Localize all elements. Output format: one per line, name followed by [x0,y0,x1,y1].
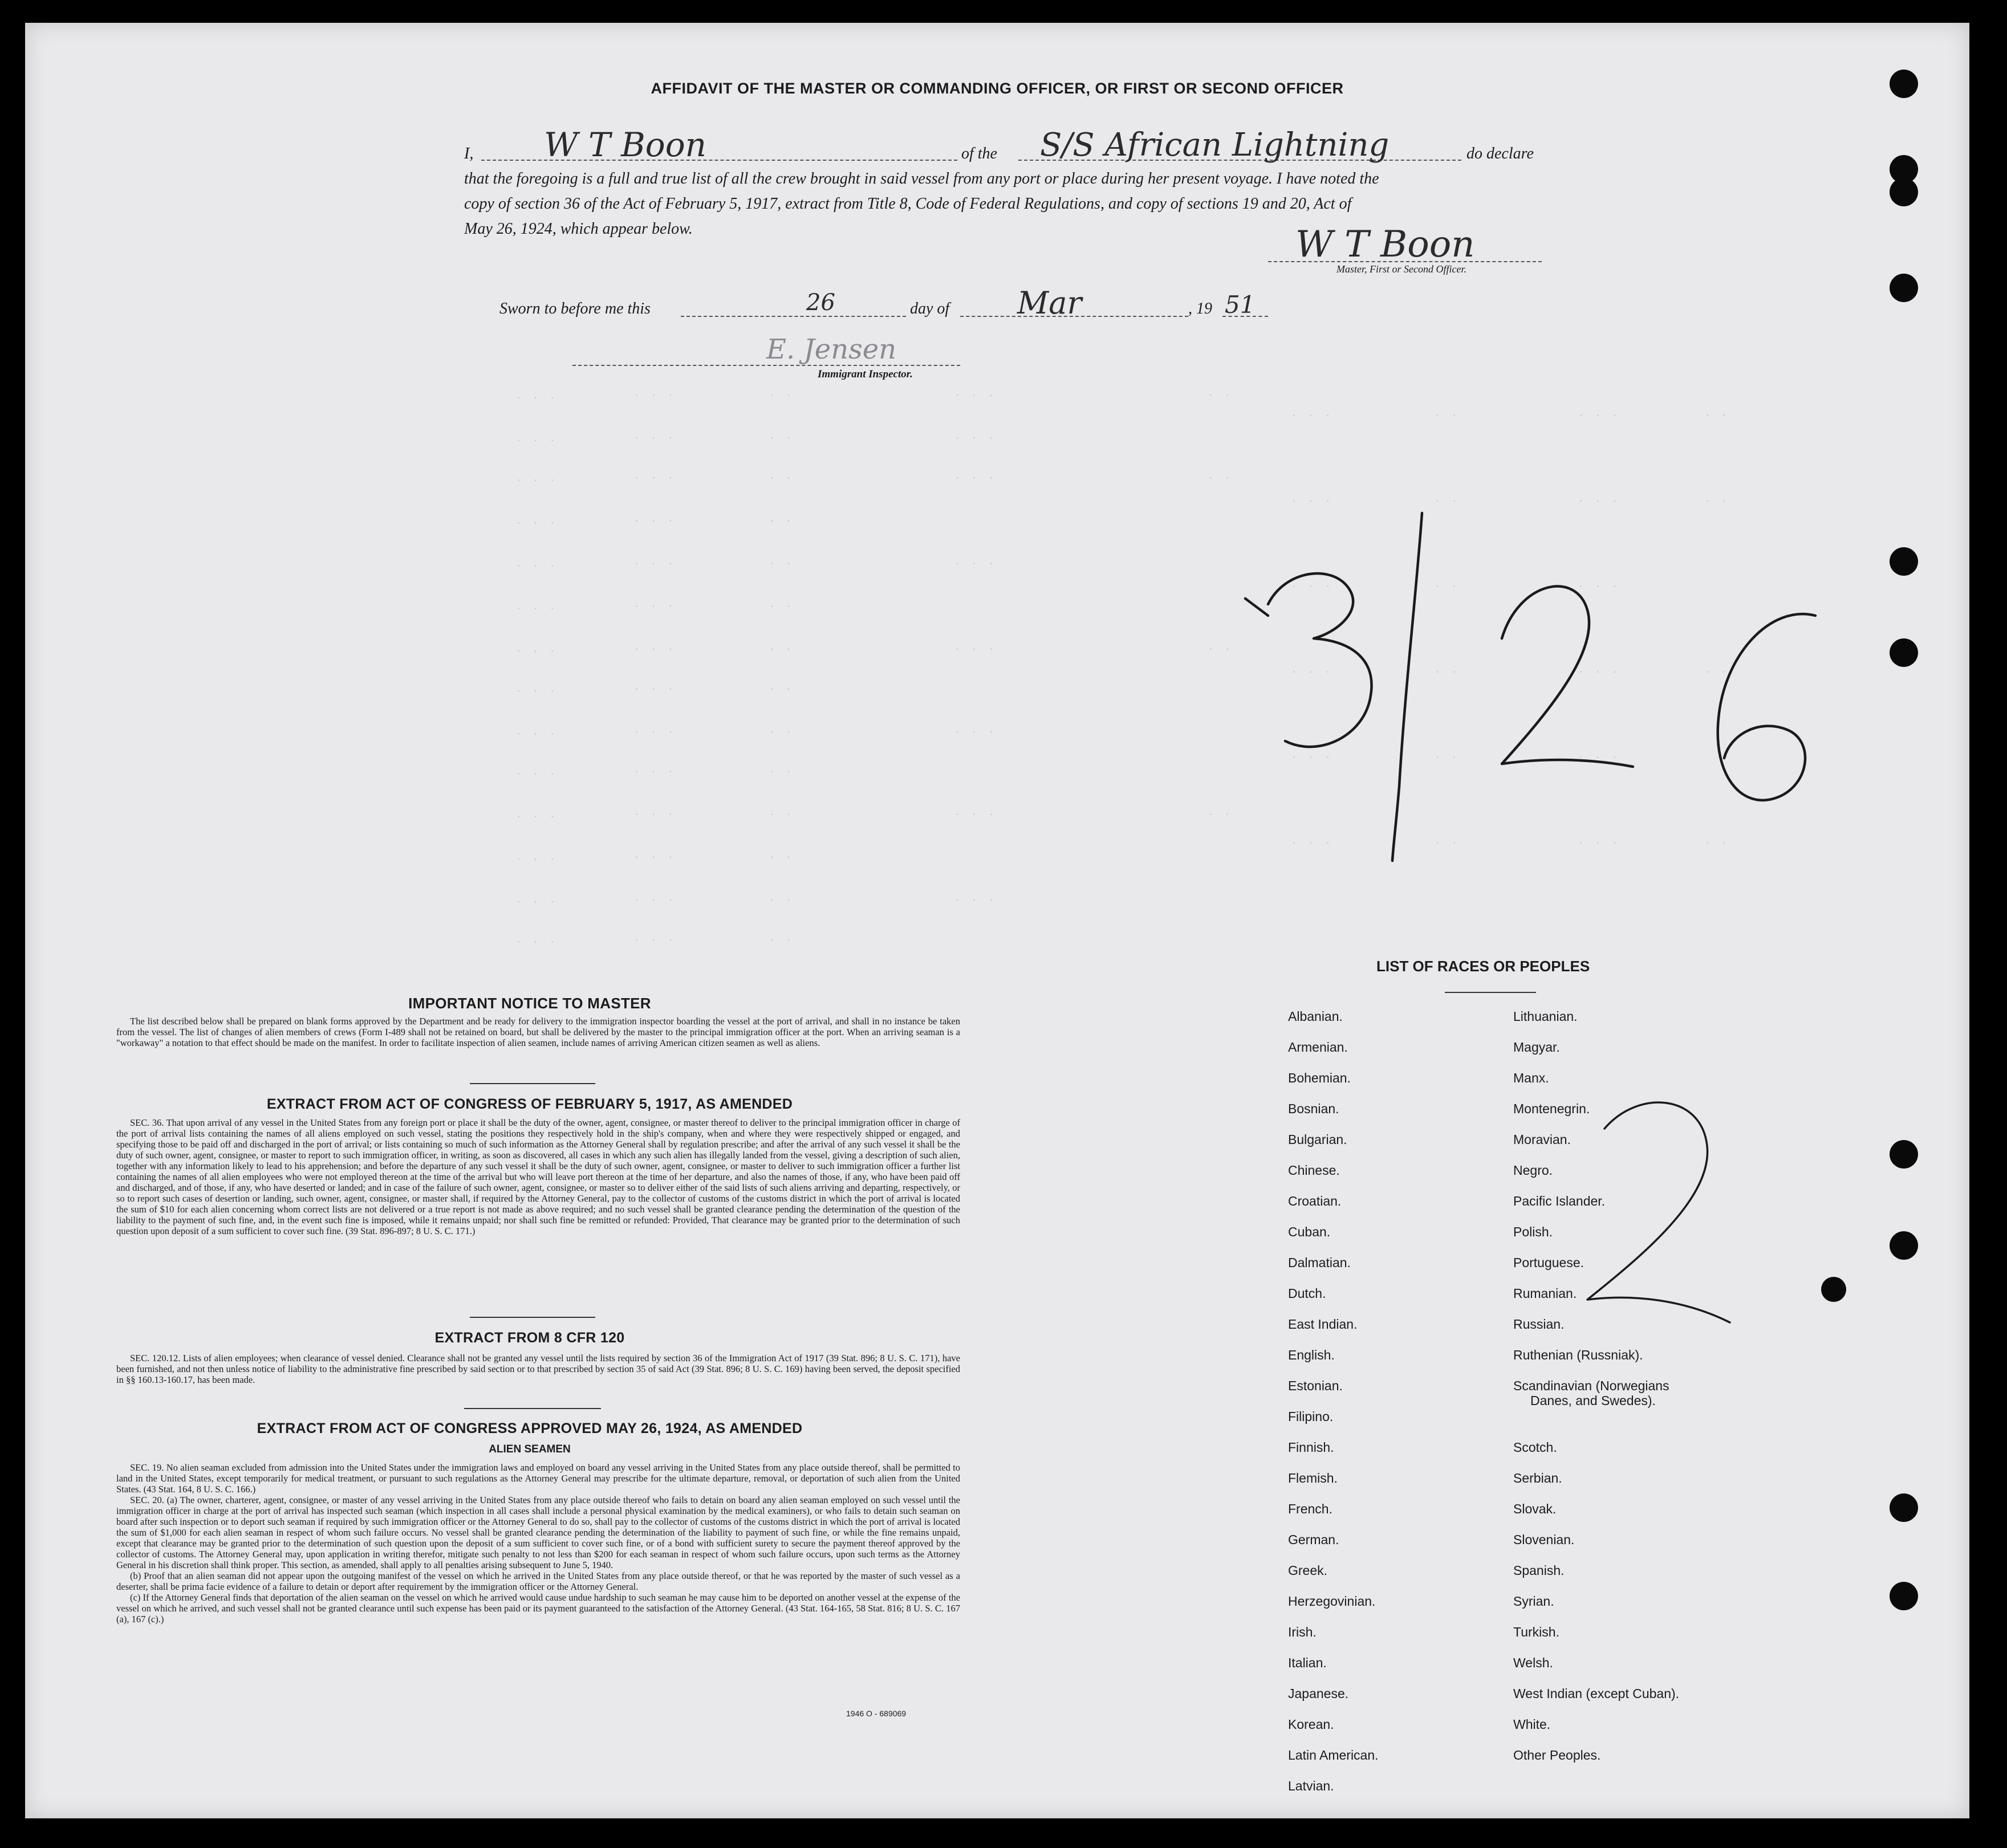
sworn-day-line [681,316,906,317]
race-item: Portuguese. [1513,1255,1585,1270]
number-annotation-handwritten [1559,1083,1753,1357]
race-item: White. [1513,1717,1551,1732]
race-item: Chinese. [1288,1163,1340,1178]
race-item: Armenian. [1288,1040,1348,1055]
punch-hole [1890,547,1918,576]
extract-1917-text: That upon arrival of any vessel in the United States from any foreign port or place it shall be the duty of the owner, agent, consignee, or master thereof to deliver to the principal immigration officer in charge of the port of arrival lists containing the names of all aliens employed on such vessel, stating the positions they respectively hold in the ship's company, when and where they were respectively shipped or engaged, and specifying those to be paid off and discharged in the port of arrival; or lists containing so much of such information as the Attorney General shall by regulation prescribe; and after the arrival of any such vessel it shall be the duty of such owner, agent, consignee, or master to report to such immigration officer, in writing, as soon as discovered, all cases in which any such alien has illegally landed from the vessel, giving a description of such alien, together with any information likely to lead to his apprehension; and before the departure of any such vessel it shall be the duty of such owner, agent, consignee, or master to deliver to such immigration officer a further list containing the names of all alien employees who were not employed thereon at the time of the arrival but who will leave port thereon at the time of her departure, and also the names of those, if any, who have been paid off and discharged, and of those, if any, who have deserted or landed; and in case of the failure of such owner, agent, consignee, or master so to deliver either of the said lists of such aliens arriving and departing, respectively, or so to report such cases of desertion or landing, such owner, agent, consignee, or master shall, if required by the Attorney General, pay to the collector of customs of the customs district in which the port of arrival is located the sum of $10 for each alien concerning whom correct lists are not delivered or a true report is not made as above required; and no such vessel shall be granted clearance pending the determination of the question of the liability to the payment of such fine, and, in the event such fine is imposed, while it remains unpaid; nor shall such fine be remitted or refunded: Provided, That clearance may be granted prior to the determination of such question upon deposit of a sum sufficient to cover such fine. (39 Stat. 896-897; 8 U. S. C. 171.) [116,1117,961,1236]
divider-3 [464,1408,601,1409]
sec-20b-text: (b) Proof that an alien seaman did not appear upon the outgoing manifest of the vessel on which he arrived in the United States from any place outside thereof, or that he was reported by the master of such vessel as a deserter, shall be prima facie evidence of a failure to detain or deport after requirement by the immigration officer or the Attorney General. [116,1570,960,1592]
extract-cfr-text: Lists of alien employees; when clearance of vessel denied. Clearance shall not be granted any vessel until the lists required by section 36 of the Immigration Act of 1917 (39 Stat. 896; 8 U. S. C. 171), have been furnished, and not then unless notice of liability to the administrative fine prescribed by said section or to that prescribed by section 35 of said Act (39 Stat. 896; 8 U. S. C. 169) having been served, the deposit specified in §§ 160.13-160.17, has been made. [116,1353,961,1385]
race-item: Ruthenian (Russniak). [1513,1348,1643,1362]
race-item: Bosnian. [1288,1101,1339,1116]
race-item: Other Peoples. [1513,1748,1601,1762]
race-item: Dalmatian. [1288,1255,1351,1270]
race-item: Magyar. [1513,1040,1560,1055]
punch-hole [1890,638,1918,667]
race-item: Danes, and Swedes). [1530,1393,1656,1408]
master-name-handwritten: W T Boon [544,125,706,164]
race-item: West Indian (except Cuban). [1513,1686,1680,1701]
sworn-year-handwritten: 51 [1225,291,1256,319]
affidavit-line4: May 26, 1924, which appear below. [464,220,693,238]
race-item: Pacific Islander. [1513,1194,1606,1208]
inspector-caption: Immigrant Inspector. [818,368,913,380]
affidavit-line1-prefix: I, [464,145,474,162]
extract-1917-title: EXTRACT FROM ACT OF CONGRESS OF FEBRUARY 5, 1917, AS AMENDED [266,1096,793,1112]
race-item: Russian. [1513,1317,1565,1332]
inspector-line [572,365,960,366]
race-item: East Indian. [1288,1317,1358,1332]
race-item: Slovak. [1513,1501,1557,1516]
punch-hole [1890,274,1918,302]
punch-hole [1890,1582,1918,1610]
affidavit-line1-mid: of the [961,145,997,162]
sec-19-text: No alien seaman excluded from admission into the United States under the immigration laws and employed on board any vessel arriving in the United States from any place outside thereof, shall be permitted to land in the United States, except temporarily for medical treatment, or pursuant to such regulations as the Attorney General may prescribe for the ultimate departure, removal, or deportation of such alien from the United States. (43 Stat. 164, 8 U. S. C. 166.) [116,1462,961,1495]
extract-cfr-body [116,1353,960,1385]
race-item: Dutch. [1288,1286,1326,1301]
sworn-year-prefix: , 19 [1188,300,1212,318]
race-item: English. [1288,1348,1335,1362]
notice-body [116,1016,960,1048]
races-divider [1445,992,1536,993]
extract-cfr-title: EXTRACT FROM 8 CFR 120 [434,1330,625,1346]
race-item: Scandinavian (Norwegians [1513,1378,1669,1393]
affidavit-title: AFFIDAVIT OF THE MASTER OR COMMANDING OFFICER, OR FIRST OR SECOND OFFICER [651,80,1344,97]
sec-20c-text: (c) If the Attorney General finds that deportation of the alien seaman on the vessel on which he arrived would cause undue hardship to such seaman he may cause him to be deported on another vessel at the expense of the vessel on which he arrived, and such vessel shall not be granted clearance until such expense has been paid or its payment guaranteed to the satisfaction of the Attorney General. (43 Stat. 164-165, 58 Stat. 816; 8 U. S. C. 167 (a), 167 (c).) [116,1592,960,1625]
race-item: Finnish. [1288,1440,1334,1455]
punch-hole [1890,70,1918,98]
punch-hole [1890,1493,1918,1522]
inspector-signature-handwritten: E. Jensen [766,333,897,365]
race-item: Irish. [1288,1625,1317,1639]
race-item: Albanian. [1288,1009,1343,1024]
date-annotation-text: 3/26 [1234,490,1235,491]
race-item: German. [1288,1532,1339,1547]
sworn-prefix: Sworn to before me this [499,300,651,318]
race-item: Bulgarian. [1288,1132,1347,1147]
signature-line [1268,261,1542,262]
extract-1924-body [116,1462,960,1625]
divider-1 [470,1083,595,1084]
race-item: Turkish. [1513,1625,1559,1639]
document-page: . . . · · · · · · · · · · . . . · · · · · · · · . . . · · · · · · · · · · . . . · · · · · . . . · · · · · · · · . . . · · · · · . . . · · · · · · · · · · . . . · · · · · . . . · · · · · · · · . . . · · · · · . . . · · · · · · · · · · . . . · · · · · . . . · · · · · · · · . . . · · · · · · · · · · · · · · · · · · · · · · · · · · · · · · · · · · · · · · · · · · · · · · · · · · · · · · · · · · · · · AFFIDAVIT OF THE MASTER OR COMMANDING OFFICER, OR FIRST OR SECOND OFFICER I, W T Boon of the S/S African Lightning do declare that the foregoing is a full and true list of all the crew brought in said vessel from any port or place during her present voyage. I have noted the copy of section 36 of the Act of February 5, 1917, extract from Title 8, Code of Federal Regulations, and copy of sections 19 and 20, Act of May 26, 1924, which appear below. W T Boon Master, First or Second Officer. Sworn to before me this 26 day of Mar , 19 51 E. Jensen Immigrant Inspector. 3/26 2 IMPORTANT NOTICE TO MASTER The list described below shall be prepared on blank forms approved by the Department and be ready for delivery to the immigration inspector boarding the vessel at the port of arrival, and shall in no instance be taken from the vessel. The list of changes of alien members of crews (Form I-489 shall not be retained on board, but shall be delivered by the master to the principal immigration officer at the port. When an arriving seaman is a "workaway" a notation to that effect should be made on the manifest. In order to facilitate inspection of alien seamen, include names of arriving American citizen seamen as well as aliens. EXTRACT FROM ACT OF CONGRESS OF FEBRUARY 5, 1917, AS AMENDED SEC. 36. That upon arrival of any vessel in the United States from any foreign port or place it shall be the duty of the owner, agent, consignee, or master thereof to deliver to the principal immigration officer in charge of the port of arrival lists containing the names of all aliens employed on such vessel, stating the positions they respectively hold in the ship's company, when and where they were respectively shipped or engaged, and specifying those to be paid off and discharged in the port of arrival; or lists containing so much of such information as the Attorney General shall by regulation prescribe; and after the arrival of any such vessel it shall be the duty of such owner, agent, consignee, or master to report to such immigration officer, in writing, as soon as discovered, all cases in which any such alien has illegally landed from the vessel, giving a description of such alien, together with any information likely to lead to his apprehension; and before the departure of any such vessel it shall be the duty of such owner, agent, consignee, or master to deliver to such immigration officer a further list containing the names of all alien employees who were not employed thereon at the time of the arrival but who will leave port thereon at the time of her departure, and also the names of those, if any, who have been paid off and discharged, and of those, if any, who have deserted or landed; and in case of the failure of such owner, agent, consignee, or master so to deliver either of the said lists of such aliens arriving and departing, respectively, or so to report such cases of desertion or landing, such owner, agent, consignee, or master shall, if required by the Attorney General, pay to the collector of customs of the customs district in which the port of arrival is located the sum of $10 for each alien concerning whom correct lists are not delivered or a true report is not made as above required; and no such vessel shall be granted clearance pending the determination of the question of the liability to the payment of such fine, and, in the event such fine is imposed, while it remains unpaid; nor shall such fine be remitted or refunded: Provided, That clearance may be granted prior to the determination of such question upon deposit of a sum sufficient to cover such fine. (39 Stat. 896-897; 8 U. S. C. 171.) EXTRACT FROM 8 CFR 120 SEC. 120.12. Lists of alien employees; when clearance of vessel denied. Clearance shall not be granted any vessel until the lists required by section 36 of the Immigration Act of 1917 (39 Stat. 896; 8 U. S. C. 171), have been furnished, and not then unless notice of liability to the administrative fine prescribed by said section or to that prescribed by section 35 of said Act (39 Stat. 896; 8 U. S. C. 169) having been served, the deposit specified in §§ 160.13-160.17, has been made. EXTRACT FROM ACT OF CONGRESS APPROVED MAY 26, 1924, AS AMENDED ALIEN SEAMEN SEC. 19. No alien seaman excluded from admission into the United States under the immigration laws and employed on board any vessel arriving in the United States from any place outside thereof, shall be permitted to land in the United States, except temporarily for medical treatment, or pursuant to such regulations as the Attorney General may prescribe for the ultimate departure, removal, or deportation of such alien from the United States. (43 Stat. 164, 8 U. S. C. 166.) SEC. 20. (a) The owner, charterer, agent, consignee, or master of any vessel arriving in the United States from any place outside thereof who fails to detain on board any alien seaman employed on such vessel until the immigration officer in charge at the port of arrival has inspected such seaman (which inspection in all cases shall include a personal physical examination by the medical examiners), or who fails to detain such seaman on board after such inspection or to deport such seaman if required by such immigration officer or the Attorney General to do so, shall pay to the collector of customs of the customs district in which the port of arrival is located the sum of $1,000 for each alien seaman in respect of whom such failure occurs. No vessel shall be granted clearance pending the determination of the liability to payment of such fine, or while the fine remains unpaid, except that clearance may be granted prior to the determination of such question upon the deposit of a sum sufficient to cover such fine, or of a bond with sufficient surety to secure the payment thereof approved by the collector of customs. The Attorney General may, upon application in writing therefor, mitigate such penalty to not less than $200 for each seaman in respect of whom such failure occurs, upon such terms as the Attorney General in his discretion shall think proper. This section, as amended, shall apply to all penalties arising subsequent to June 5, 1940. (b) Proof that an alien seaman did not appear upon the outgoing manifest of the vessel on which he arrived in the United States from any place outside thereof, or that he was reported by the master of such vessel as a deserter, shall be prima facie evidence of a failure to detain or deport after requirement by the immigration officer or the Attorney General. (c) If the Attorney General finds that deportation of the alien seaman on the vessel on which he arrived would cause undue hardship to such seaman he may cause him to be deported on another vessel at the expense of the vessel on which he arrived, and such vessel shall not be granted clearance until such expense has been paid or its payment guaranteed to the satisfaction of the Attorney General. (43 Stat. 164-165, 58 Stat. 816; 8 U. S. C. 167 (a), 167 (c).) 1946 O - 689069 LIST OF RACES OR PEOPLES Albanian. Armenian. Bohemian. Bosnian. Bulgarian. Chinese. Croatian. Cuban. Dalmatian. Dutch. East Indian. English. Estonian. Filipino. Finnish. Flemish. French. German. Greek. Herzegovinian. Irish. Italian. Japanese. Korean. Latin American. Latvian. Lithuanian. Magyar. Manx. Montenegrin. Moravian. Negro. Pacific Islander. Polish. Portuguese. Rumanian. Russian. Ruthenian (Russniak). Scandinavian (Norwegians Danes, and Swedes). Scotch. Serbian. Slovak. Slovenian. Spanish. Syrian. Turkish. Welsh. West Indian (except Cuban). White. Other Peoples. [25,23,1969,1818]
sworn-month-handwritten: Mar [1017,285,1082,321]
punch-hole [1821,1277,1846,1302]
race-item: Serbian. [1513,1471,1562,1485]
punch-hole [1890,1140,1918,1169]
race-item: Welsh. [1513,1655,1553,1670]
race-item: Lithuanian. [1513,1009,1578,1024]
race-item: Croatian. [1288,1194,1342,1208]
signature-caption: Master, First or Second Officer. [1336,263,1466,275]
extract-1924-title: EXTRACT FROM ACT OF CONGRESS APPROVED MAY 26, 1924, AS AMENDED [257,1420,803,1436]
race-item: Polish. [1513,1224,1553,1239]
race-item: Montenegrin. [1513,1101,1590,1116]
sec-20a-text: (a) The owner, charterer, agent, consignee, or master of any vessel arriving in the United States from any place outside thereof who fails to detain on board any alien seaman employed on such vessel until the immigration officer in charge at the port of arrival has inspected such seaman (which inspection in all cases shall include a personal physical examination by the medical examiners), or who fails to detain such seaman on board after such inspection or to deport such seaman if required by such immigration officer or the Attorney General to do so, shall pay to the collector of customs of the customs district in which the port of arrival is located the sum of $1,000 for each alien seaman in respect of whom such failure occurs. No vessel shall be granted clearance pending the determination of the liability to payment of such fine, or while the fine remains unpaid, except that clearance may be granted prior to the determination of such question upon the deposit of a sum sufficient to cover such fine, or of a bond with sufficient surety to secure the payment thereof approved by the collector of customs. The Attorney General may, upon application in writing therefor, mitigate such penalty to not less than $200 for each seaman in respect of whom such failure occurs, upon such terms as the Attorney General in his discretion shall think proper. This section, as amended, shall apply to all penalties arising subsequent to June 5, 1940. [116,1495,961,1570]
sec-19-label: SEC. 19. [130,1462,164,1473]
date-digit-2 [1502,587,1633,767]
date-slash [1392,513,1422,861]
race-item: Scotch. [1513,1440,1557,1455]
race-item: Manx. [1513,1070,1549,1085]
affidavit-line3: copy of section 36 of the Act of February 5, 1917, extract from Title 8, Code of Federal Regulations, and copy of sections 19 and 20, Act of [464,195,1352,213]
date-annotation-handwritten [1234,490,1890,901]
race-item: Negro. [1513,1163,1553,1178]
races-title: LIST OF RACES OR PEOPLES [1376,958,1590,975]
date-tick [1245,599,1268,616]
vessel-name-handwritten: S/S African Lightning [1040,127,1390,164]
race-item: Japanese. [1288,1686,1349,1701]
race-item: Cuban. [1288,1224,1331,1239]
race-item: Greek. [1288,1563,1328,1578]
notice-title: IMPORTANT NOTICE TO MASTER [408,995,651,1012]
extract-1917-sec-label: SEC. 36. [130,1117,164,1128]
race-item: Latvian. [1288,1778,1334,1793]
date-digit-6 [1718,614,1815,800]
punch-hole [1890,178,1918,206]
race-item: Filipino. [1288,1409,1334,1424]
print-code: 1946 O - 689069 [846,1709,907,1718]
affidavit-line2: that the foregoing is a full and true list of all the crew brought in said vessel from any port or place during her present voyage. I have noted the [464,170,1379,188]
race-item: Moravian. [1513,1132,1571,1147]
race-item: Rumanian. [1513,1286,1577,1301]
notice-body-text: The list described below shall be prepared on blank forms approved by the Department and be ready for delivery to the immigration inspector boarding the vessel at the port of arrival, and shall in no instance be taken from the vessel. The list of changes of alien members of crews (Form I-489 shall not be retained on board, but shall be delivered by the master to the principal immigration officer at the port. When an arriving seaman is a "workaway" a notation to that effect should be made on the manifest. In order to facilitate inspection of alien seamen, include names of arriving American citizen seamen as well as aliens. [116,1016,960,1048]
race-item: Syrian. [1513,1594,1554,1609]
extract-1917-body [116,1117,960,1236]
master-signature-handwritten: W T Boon [1295,223,1475,266]
punch-hole [1890,1231,1918,1260]
date-digit-3 [1268,573,1372,747]
race-item: Spanish. [1513,1563,1565,1578]
sworn-day-handwritten: 26 [806,290,835,316]
race-item: French. [1288,1501,1332,1516]
extract-cfr-sec-label: SEC. 120.12. [130,1353,181,1363]
affidavit-line1-suffix: do declare [1466,145,1534,162]
divider-2 [470,1317,595,1318]
race-item: Slovenian. [1513,1532,1575,1547]
race-item: Estonian. [1288,1378,1343,1393]
sworn-day-label: day of [910,300,950,318]
race-item: Latin American. [1288,1748,1379,1762]
sec-20-label: SEC. 20. [130,1495,164,1505]
race-item: Flemish. [1288,1471,1338,1485]
race-item: Herzegovinian. [1288,1594,1376,1609]
race-item: Korean. [1288,1717,1334,1732]
race-item: Italian. [1288,1655,1327,1670]
extract-1924-subtitle: ALIEN SEAMEN [489,1443,571,1455]
number-digit-2 [1587,1102,1730,1322]
race-item: Bohemian. [1288,1070,1351,1085]
